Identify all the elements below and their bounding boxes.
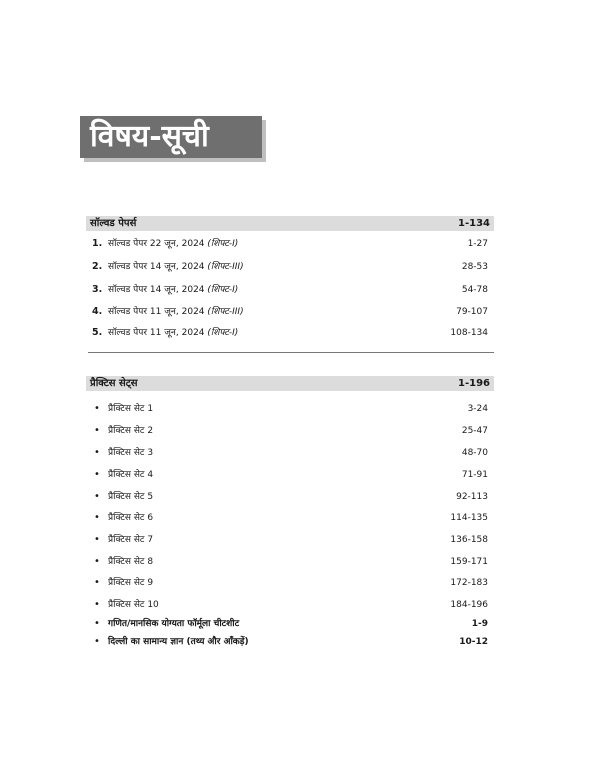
page-title: विषय-सूची: [80, 116, 262, 158]
section-divider: [88, 352, 494, 353]
bullet-icon: •: [94, 447, 100, 458]
toc-entry[interactable]: [92, 402, 488, 416]
toc-entry[interactable]: [92, 424, 488, 438]
entry-label: प्रैक्टिस सेट 9: [108, 578, 154, 588]
toc-entry[interactable]: [92, 305, 488, 319]
entry-label: सॉल्वड पेपर 22 जून, 2024 (शिफ्ट-I): [108, 239, 239, 249]
bullet-icon: •: [94, 636, 100, 647]
entry-pages: 1-27: [467, 239, 488, 249]
entry-number: 3.: [92, 284, 103, 295]
toc-entry-delhi-gk[interactable]: [92, 635, 488, 649]
entry-label: प्रैक्टिस सेट 6: [108, 513, 154, 523]
entry-pages: 79-107: [456, 307, 488, 317]
bullet-icon: •: [94, 403, 100, 414]
entry-label: प्रैक्टिस सेट 4: [108, 470, 154, 480]
toc-entry[interactable]: [92, 533, 488, 547]
entry-pages: 3-24: [467, 404, 488, 414]
toc-entry[interactable]: [92, 237, 488, 251]
entry-pages: 28-53: [461, 262, 488, 272]
entry-pages: 136-158: [450, 535, 488, 545]
toc-entry[interactable]: [92, 490, 488, 504]
entry-pages: 184-196: [450, 600, 488, 610]
entry-label: प्रैक्टिस सेट 2: [108, 426, 154, 436]
practice-sets-title: प्रैक्टिस सेट्स: [90, 378, 138, 389]
entry-number: 2.: [92, 261, 103, 272]
toc-entry[interactable]: [92, 326, 488, 340]
title-banner: [80, 116, 266, 162]
solved-papers-header[interactable]: [86, 216, 494, 231]
entry-pages: 172-183: [450, 578, 488, 588]
practice-sets-header[interactable]: [86, 376, 494, 391]
entry-pages: 159-171: [450, 557, 488, 567]
entry-number: 1.: [92, 238, 103, 249]
entry-label: सॉल्वड पेपर 11 जून, 2024 (शिफ्ट-I): [108, 328, 239, 338]
entry-label: प्रैक्टिस सेट 1: [108, 404, 154, 414]
toc-entry[interactable]: [92, 555, 488, 569]
entry-label: प्रैक्टिस सेट 10: [108, 600, 159, 610]
toc-entry[interactable]: [92, 576, 488, 590]
bullet-icon: •: [94, 512, 100, 523]
entry-pages: 25-47: [461, 426, 488, 436]
entry-number: 5.: [92, 327, 103, 338]
bullet-icon: •: [94, 469, 100, 480]
entry-pages: 1-9: [471, 619, 488, 629]
entry-pages: 92-113: [456, 492, 488, 502]
bullet-icon: •: [94, 599, 100, 610]
bullet-icon: •: [94, 556, 100, 567]
entry-label: प्रैक्टिस सेट 3: [108, 448, 154, 458]
solved-papers-title: सॉल्वड पेपर्स: [90, 218, 137, 229]
entry-label: सॉल्वड पेपर 14 जून, 2024 (शिफ्ट-I): [108, 285, 239, 295]
entry-pages: 10-12: [459, 637, 488, 647]
entry-pages: 71-91: [461, 470, 488, 480]
entry-label: सॉल्वड पेपर 14 जून, 2024 (शिफ्ट-III): [108, 262, 244, 272]
toc-entry-cheatsheet[interactable]: [92, 617, 488, 631]
bullet-icon: •: [94, 618, 100, 629]
bullet-icon: •: [94, 491, 100, 502]
entry-label: गणित/मानसिक योग्यता फॉर्मूला चीटशीट: [108, 619, 240, 629]
entry-pages: 108-134: [450, 328, 488, 338]
entry-pages: 114-135: [450, 513, 488, 523]
toc-entry[interactable]: [92, 468, 488, 482]
solved-papers-pages: 1-134: [458, 218, 490, 229]
entry-label: प्रैक्टिस सेट 8: [108, 557, 154, 567]
toc-entry[interactable]: [92, 598, 488, 612]
entry-label: सॉल्वड पेपर 11 जून, 2024 (शिफ्ट-III): [108, 307, 244, 317]
entry-label: दिल्ली का सामान्य ज्ञान (तथ्य और आँकड़ें): [108, 637, 249, 647]
entry-number: 4.: [92, 306, 103, 317]
entry-label: प्रैक्टिस सेट 7: [108, 535, 154, 545]
entry-pages: 54-78: [461, 285, 488, 295]
toc-entry[interactable]: [92, 260, 488, 274]
entry-pages: 48-70: [461, 448, 488, 458]
practice-sets-pages: 1-196: [458, 378, 490, 389]
toc-entry[interactable]: [92, 283, 488, 297]
toc-entry[interactable]: [92, 446, 488, 460]
entry-label: प्रैक्टिस सेट 5: [108, 492, 154, 502]
toc-entry[interactable]: [92, 511, 488, 525]
bullet-icon: •: [94, 577, 100, 588]
bullet-icon: •: [94, 534, 100, 545]
bullet-icon: •: [94, 425, 100, 436]
